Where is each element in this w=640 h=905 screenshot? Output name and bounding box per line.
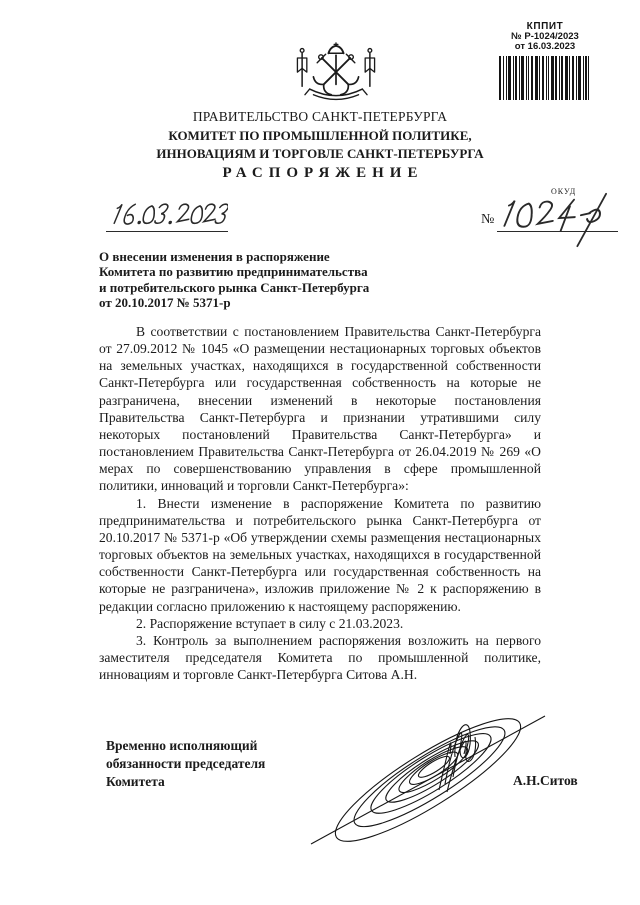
signer-position-line: Временно исполняющий bbox=[106, 738, 258, 753]
registration-stamp bbox=[462, 21, 628, 105]
number-sign: № bbox=[481, 212, 495, 227]
subject-line: О внесении изменения в распоряжение bbox=[99, 249, 330, 264]
body-item-1: 1. Внести изменение в распоряжение Комитета по развитию предпринимательства и потребительского рынка Санкт-Петербурга от 20.10.2017 № 5371-р «Об утверждении схемы размещения нестационарных торговых объектов на земельных участках, находящихся в государственной собственности Санкт-Петербурга или государственная собственность на которые не разграничена», изложив приложение № 2 к распоряжению в редакции согласно приложению к настоящему распоряжению. bbox=[99, 495, 541, 614]
okud-label: ОКУД bbox=[551, 187, 577, 196]
document-subject bbox=[99, 249, 429, 311]
signer-position-line: обязанности председателя bbox=[106, 756, 266, 771]
date-underline bbox=[106, 231, 228, 232]
signer-position-line: Комитета bbox=[106, 774, 165, 789]
barcode-icon bbox=[499, 56, 591, 100]
stamp-number: № Р-1024/2023 bbox=[511, 31, 579, 42]
stamp-org: КППИТ bbox=[526, 21, 564, 32]
committee-name-line2: ИННОВАЦИЯМ И ТОРГОВЛЕ САНКТ-ПЕТЕРБУРГА bbox=[156, 146, 484, 161]
body-item-3: 3. Контроль за выполнением распоряжения возложить на первого заместителя председателя Комитета по промышленной политике, инновациям и торговле Санкт-Петербурга Ситова А.Н. bbox=[99, 632, 541, 683]
subject-line: Комитета по развитию предпринимательства bbox=[99, 264, 368, 280]
body-paragraph-1: В соответствии с постановлением Правительства Санкт-Петербурга от 27.09.2012 № 1045 «О размещении нестационарных торговых объектов на земельных участках, находящихся в государственной собственности Санкт-Петербурга или государственная собственность на которые не разграничена, внесении изменений в некоторые постановления Правительства Санкт-Петербурга и признании утратившими силу некоторых постановлений Правительства Санкт-Петербурга» и постановлением Правительства Санкт-Петербурга от 26.04.2019 № 269 «О мерах по совершенствованию управления в сфере промышленной политики, инноваций и торговли Санкт-Петербурга»: bbox=[99, 324, 541, 494]
handwritten-date bbox=[104, 198, 228, 228]
document-body bbox=[99, 323, 541, 683]
government-title: ПРАВИТЕЛЬСТВО САНКТ-ПЕТЕРБУРГА bbox=[192, 109, 448, 124]
signer-name: А.Н.Ситов bbox=[513, 773, 578, 788]
document-type-title: РАСПОРЯЖЕНИЕ bbox=[222, 165, 424, 181]
handwritten-number bbox=[492, 192, 618, 248]
subject-line: и потребительского рынка Санкт-Петербурга bbox=[99, 279, 370, 295]
subject-line: от 20.10.2017 № 5371-р bbox=[99, 295, 231, 311]
committee-name-line1: КОМИТЕТ ПО ПРОМЫШЛЕННОЙ ПОЛИТИКЕ, bbox=[168, 128, 472, 143]
body-item-2: 2. Распоряжение вступает в силу с 21.03.2023. bbox=[136, 615, 404, 631]
coat-of-arms-icon bbox=[288, 42, 384, 106]
stamp-date: от 16.03.2023 bbox=[514, 41, 576, 52]
